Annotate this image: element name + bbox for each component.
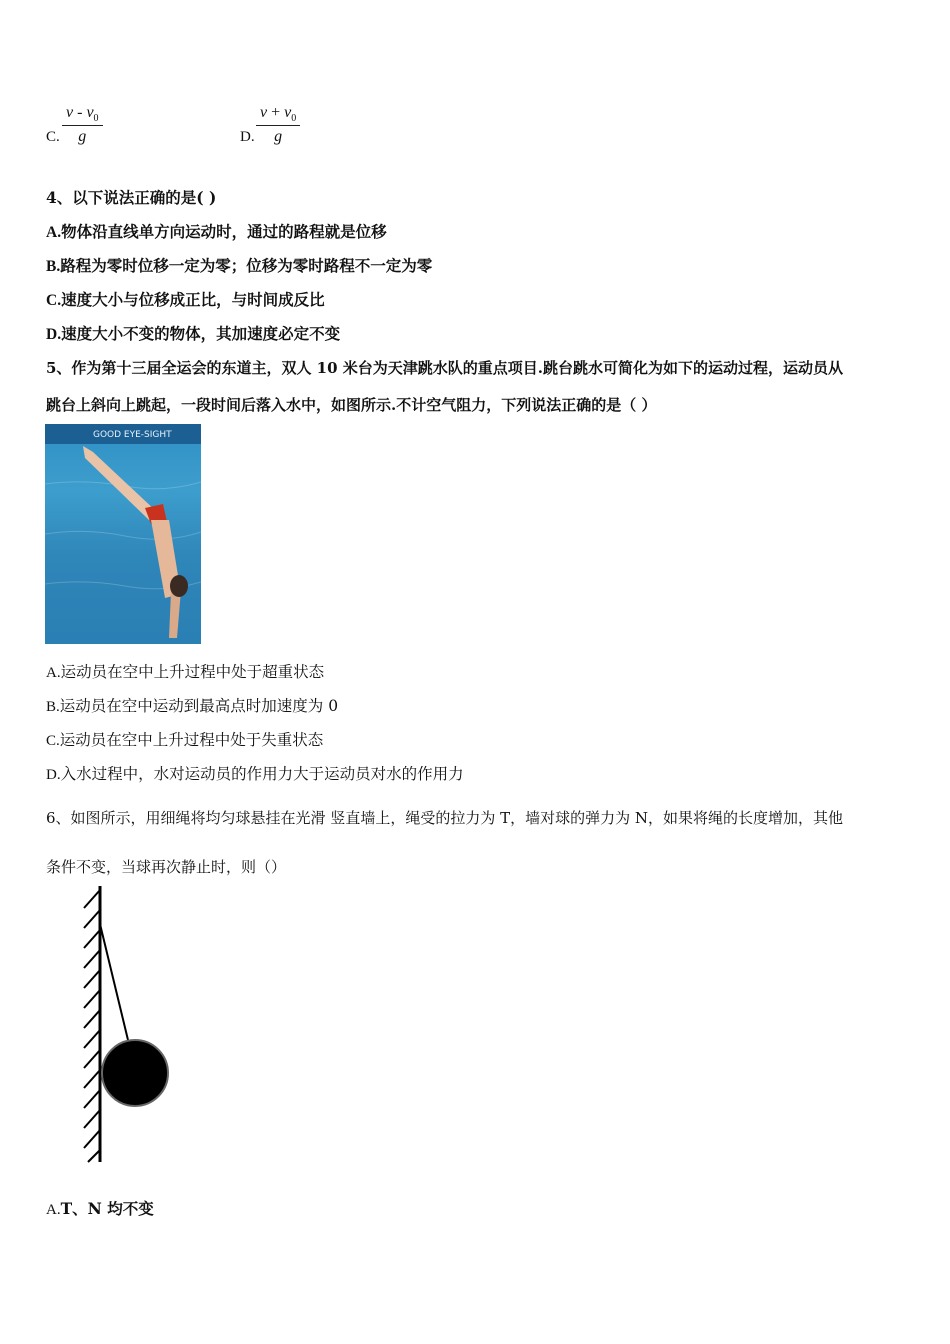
wall-ball-diagram (60, 884, 190, 1164)
frac-d-v0: v (284, 104, 292, 121)
frac-c-op: - (77, 104, 83, 121)
q5-option-b: B.运动员在空中运动到最高点时加速度为 0 (46, 697, 339, 715)
q6-stem-line2: 条件不变，当球再次静止时，则（） (46, 858, 287, 876)
q5-stem-line1: 5、作为第十三届全运会的东道主，双人 10 米台为天津跳水队的重点项目.跳台跳水可简化为如下的运动过程，运动员从 (46, 359, 843, 377)
rope (100, 924, 128, 1040)
option-d-fraction (256, 104, 300, 146)
q4-option-c: C.速度大小与位移成正比，与时间成反比 (46, 290, 325, 309)
frac-c-sub: 0 (93, 113, 99, 125)
ball (102, 1040, 168, 1106)
option-c-label: C. (46, 129, 60, 145)
frac-d-den: g (274, 128, 283, 146)
frac-c-v0: v (86, 104, 94, 121)
frac-d-var: v (260, 104, 268, 121)
photo-banner: GOOD EYE-SIGHT (45, 424, 201, 444)
option-d-label: D. (240, 129, 255, 145)
q4-stem: 4、以下说法正确的是( ) (46, 188, 217, 207)
frac-c-den: g (78, 128, 87, 146)
frac-d-op: + (271, 104, 281, 121)
q5-option-d: D.入水过程中，水对运动员的作用力大于运动员对水的作用力 (46, 765, 464, 783)
q4-option-d: D.速度大小不变的物体，其加速度必定不变 (46, 324, 341, 343)
diver-photo (45, 424, 201, 644)
wall-hatching (84, 890, 100, 1162)
q4-option-b: B.路程为零时位移一定为零；位移为零时路程不一定为零 (46, 256, 433, 275)
q5-option-c: C.运动员在空中上升过程中处于失重状态 (46, 731, 324, 749)
q5-option-a: A.运动员在空中上升过程中处于超重状态 (46, 663, 325, 681)
frac-c-var: v (66, 104, 74, 121)
frac-d-sub: 0 (291, 113, 297, 125)
q6-option-a: A.T、N 均不变 (46, 1199, 154, 1218)
q4-option-a: A.物体沿直线单方向运动时，通过的路程就是位移 (46, 222, 387, 241)
q6-stem-line1: 6、如图所示，用细绳将均匀球悬挂在光滑 竖直墙上，绳受的拉力为 T，墙对球的弹力为 N，如果将绳的长度增加，其他 (46, 809, 843, 827)
q5-stem-line2: 跳台上斜向上跳起，一段时间后落入水中，如图所示.不计空气阻力，下列说法正确的是（ ） (46, 396, 657, 414)
option-c-fraction (62, 104, 103, 146)
diver-figure (45, 424, 201, 644)
